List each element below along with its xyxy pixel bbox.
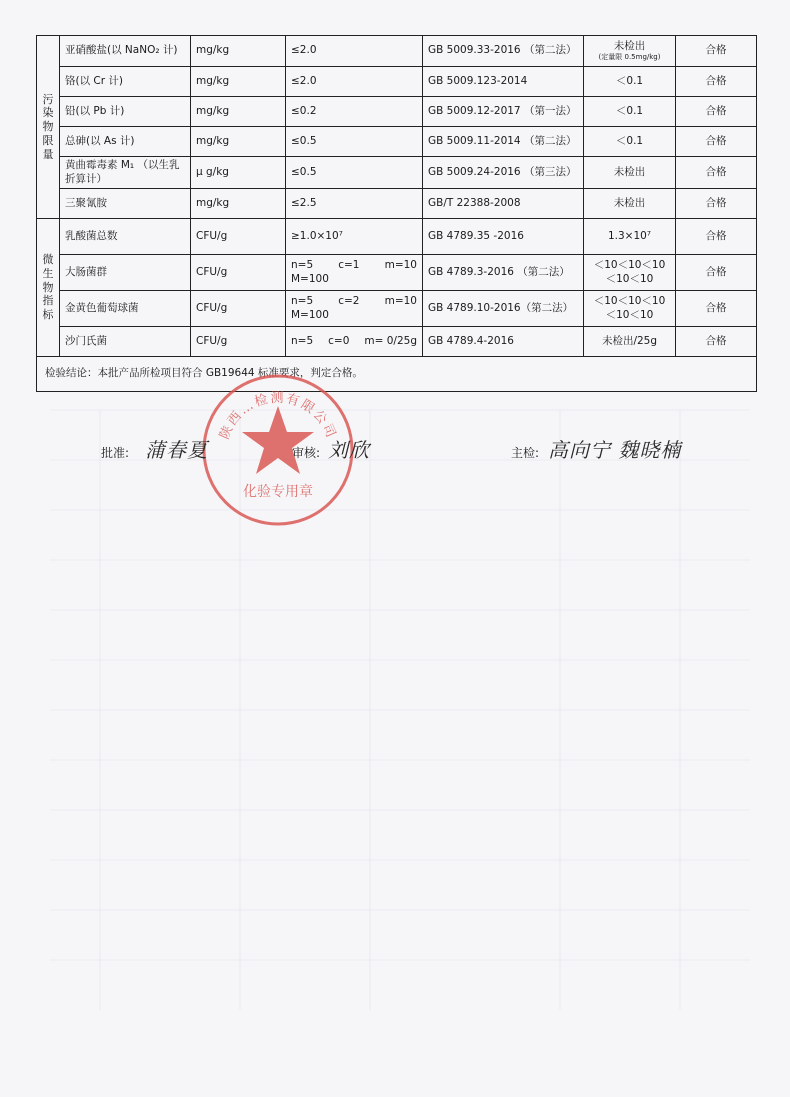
sampling-plan — [291, 295, 417, 308]
conclusion-row — [37, 357, 757, 392]
result-line: ＜10＜10 — [605, 308, 654, 321]
item-cell: 金黄色葡萄球菌 — [60, 291, 191, 327]
plan-M: M=100 — [291, 308, 329, 321]
judgment-cell: 合格 — [676, 255, 757, 291]
bleed-through-watermark — [40, 390, 760, 1030]
category-char: 量 — [42, 147, 54, 161]
judgment-cell: 合格 — [676, 189, 757, 219]
judgment-cell: 合格 — [676, 327, 757, 357]
category-microbial — [37, 219, 60, 357]
inspect-label: 主检: — [511, 446, 540, 460]
result-cell: 未检出 — [584, 157, 676, 189]
judgment-cell: 合格 — [676, 36, 757, 67]
plan-m: m= 0/25g — [364, 334, 417, 347]
table-row — [37, 97, 757, 127]
judgment-cell: 合格 — [676, 219, 757, 255]
unit-cell: CFU/g — [191, 255, 286, 291]
table-row — [37, 189, 757, 219]
plan-c: c=2 — [338, 295, 360, 308]
table-row — [37, 255, 757, 291]
item-cell: 总砷(以 As 计) — [60, 127, 191, 157]
result-note: (定量限 0.5mg/kg) — [598, 53, 661, 62]
seal-bottom-text: 化验专用章 — [243, 484, 313, 500]
method-cell: GB 4789.35 -2016 — [423, 219, 584, 255]
method-cell: GB 5009.12-2017 （第一法） — [423, 97, 584, 127]
approve-label: 批准: — [101, 446, 130, 460]
method-cell: GB 5009.123-2014 — [423, 67, 584, 97]
signature-row — [0, 432, 790, 472]
result-cell: ＜0.1 — [584, 127, 676, 157]
unit-cell: CFU/g — [191, 219, 286, 255]
table-row — [37, 36, 757, 67]
plan-n: n=5 — [291, 334, 314, 347]
inspect-signature: 高向宁 魏晓楠 — [548, 438, 682, 462]
table-row — [37, 157, 757, 189]
review-label: 审核: — [292, 446, 321, 460]
result-cell: ＜0.1 — [584, 67, 676, 97]
category-char: 物 — [42, 120, 54, 134]
category-char: 微 — [42, 253, 54, 267]
judgment-cell: 合格 — [676, 67, 757, 97]
standard-cell: ≤2.0 — [286, 67, 423, 97]
result-cell: 未检出/25g — [584, 327, 676, 357]
method-cell: GB 4789.4-2016 — [423, 327, 584, 357]
item-cell: 三聚氰胺 — [60, 189, 191, 219]
method-cell: GB/T 22388-2008 — [423, 189, 584, 219]
unit-cell: mg/kg — [191, 36, 286, 67]
result-line: ＜10＜10＜10 — [593, 295, 666, 308]
result-line: ＜10＜10＜10 — [593, 259, 666, 272]
unit-cell: μ g/kg — [191, 157, 286, 189]
item-cell: 大肠菌群 — [60, 255, 191, 291]
plan-m: m=10 — [384, 259, 417, 272]
category-char: 生 — [42, 266, 54, 280]
judgment-cell: 合格 — [676, 97, 757, 127]
item-cell: 铅(以 Pb 计) — [60, 97, 191, 127]
method-cell: GB 5009.11-2014 （第二法） — [423, 127, 584, 157]
result-value: 未检出 — [613, 40, 646, 53]
sampling-plan — [291, 259, 417, 272]
result-cell — [584, 255, 676, 291]
item-cell: 沙门氏菌 — [60, 327, 191, 357]
category-char: 污 — [42, 92, 54, 106]
table-row — [37, 127, 757, 157]
conclusion-text: 检验结论：本批产品所检项目符合 GB19644 标准要求，判定合格。 — [37, 357, 757, 392]
method-cell: GB 5009.24-2016 （第三法） — [423, 157, 584, 189]
standard-cell — [286, 255, 423, 291]
category-contaminants — [37, 36, 60, 219]
result-cell: ＜0.1 — [584, 97, 676, 127]
seal-top-text: 陕西…检测有限公司 — [217, 390, 339, 442]
plan-n: n=5 — [291, 259, 314, 272]
standard-cell: ≤2.5 — [286, 189, 423, 219]
review-signature: 刘欣 — [328, 438, 370, 462]
standard-cell: ≤0.5 — [286, 127, 423, 157]
table-row — [37, 67, 757, 97]
judgment-cell: 合格 — [676, 157, 757, 189]
result-cell: 未检出 — [584, 189, 676, 219]
unit-cell: mg/kg — [191, 189, 286, 219]
test-results-table — [36, 35, 757, 392]
judgment-cell: 合格 — [676, 291, 757, 327]
approve-signature: 蒲春夏 — [145, 438, 208, 462]
unit-cell: mg/kg — [191, 67, 286, 97]
plan-c: c=0 — [328, 334, 350, 347]
method-cell: GB 5009.33-2016 （第二法） — [423, 36, 584, 67]
category-char: 标 — [42, 308, 54, 322]
sampling-plan — [291, 335, 417, 348]
standard-cell: ≤2.0 — [286, 36, 423, 67]
method-cell: GB 4789.10-2016（第二法） — [423, 291, 584, 327]
category-char: 指 — [42, 294, 54, 308]
standard-cell — [286, 291, 423, 327]
result-cell: 1.3×10⁷ — [584, 219, 676, 255]
result-cell — [584, 36, 676, 67]
standard-cell: ≥1.0×10⁷ — [286, 219, 423, 255]
unit-cell: CFU/g — [191, 327, 286, 357]
plan-M: M=100 — [291, 272, 329, 285]
category-char: 物 — [42, 280, 54, 294]
standard-cell: ≤0.5 — [286, 157, 423, 189]
category-char: 染 — [42, 106, 54, 120]
table-row — [37, 291, 757, 327]
unit-cell: mg/kg — [191, 97, 286, 127]
result-line: ＜10＜10 — [605, 272, 654, 285]
standard-cell: ≤0.2 — [286, 97, 423, 127]
standard-cell — [286, 327, 423, 357]
plan-n: n=5 — [291, 295, 314, 308]
method-cell: GB 4789.3-2016 （第二法） — [423, 255, 584, 291]
item-cell: 亚硝酸盐(以 NaNO₂ 计) — [60, 36, 191, 67]
table-row — [37, 327, 757, 357]
item-cell: 乳酸菌总数 — [60, 219, 191, 255]
table-row — [37, 219, 757, 255]
plan-c: c=1 — [338, 259, 360, 272]
unit-cell: mg/kg — [191, 127, 286, 157]
plan-m: m=10 — [384, 295, 417, 308]
item-cell: 黄曲霉毒素 M₁ （以生乳折算计） — [60, 157, 191, 189]
item-cell: 铬(以 Cr 计) — [60, 67, 191, 97]
unit-cell: CFU/g — [191, 291, 286, 327]
result-cell — [584, 291, 676, 327]
category-char: 限 — [42, 133, 54, 147]
judgment-cell: 合格 — [676, 127, 757, 157]
